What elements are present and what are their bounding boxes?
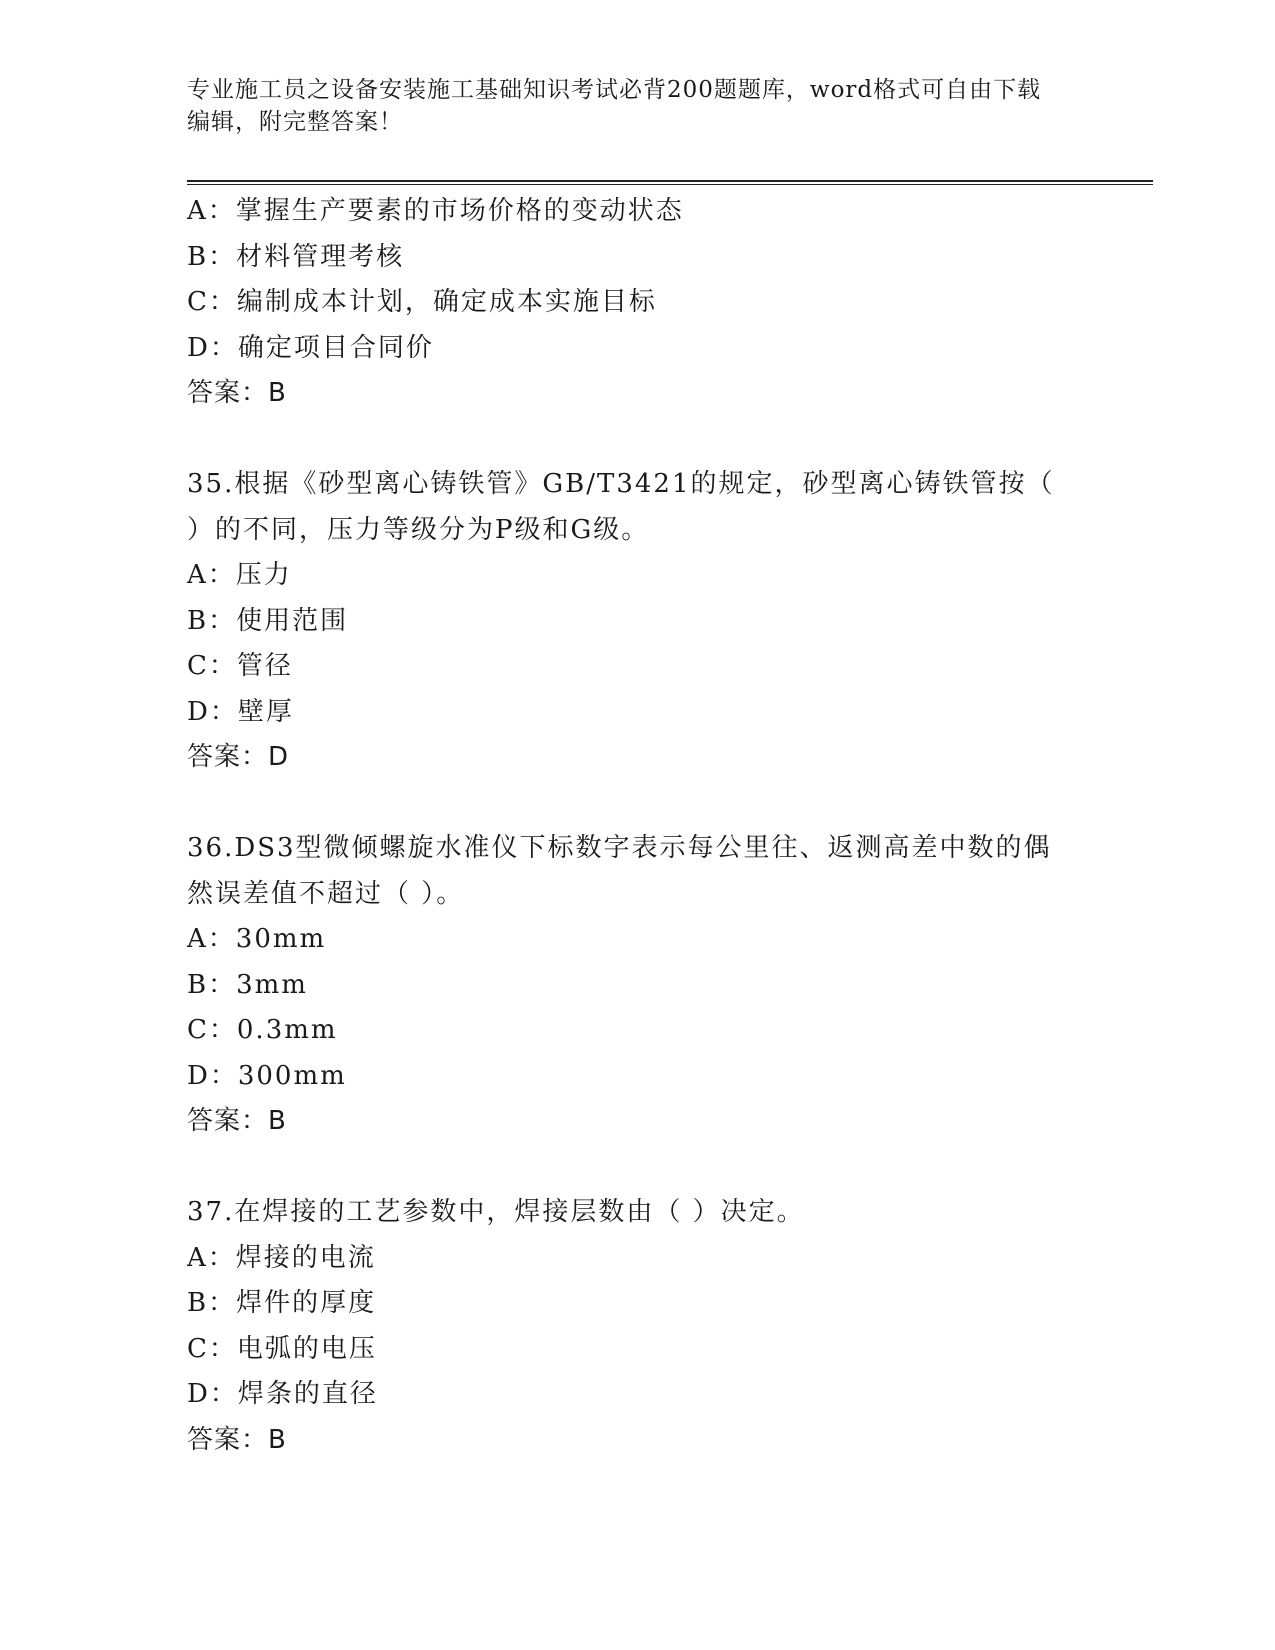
question-stem-line-2: ）的不同，压力等级分为P级和G级。 <box>187 514 650 545</box>
option-c: C：编制成本计划，确定成本实施目标 <box>187 287 657 317</box>
option-c: C：管径 <box>187 651 293 681</box>
answer-line: 答案：B <box>187 1424 287 1455</box>
spacer <box>187 781 1087 827</box>
spacer <box>187 417 1087 463</box>
question-37 <box>187 1190 1087 1463</box>
header-title-line-2: 编辑，附完整答案！ <box>187 109 403 135</box>
option-d: D：焊条的直径 <box>187 1379 378 1409</box>
option-d: D：壁厚 <box>187 696 294 727</box>
answer-line: 答案：B <box>187 1106 287 1136</box>
spacer <box>187 1145 1087 1191</box>
option-b: B：材料管理考核 <box>187 241 405 272</box>
answer-line: 答案：D <box>187 742 290 772</box>
option-b: B：3mm <box>187 969 308 1000</box>
option-a: A：焊接的电流 <box>187 1242 376 1273</box>
header-divider <box>187 180 1153 185</box>
question-stem-line-1: 35.根据《砂型离心铸铁管》GB/T3421的规定，砂型离心铸铁管按（ <box>187 469 1055 499</box>
option-a: A：掌握生产要素的市场价格的变动状态 <box>187 196 684 226</box>
option-a: A：30mm <box>187 924 327 954</box>
option-b: B：使用范围 <box>187 605 349 636</box>
option-b: B：焊件的厚度 <box>187 1288 377 1318</box>
question-36 <box>187 826 1087 1145</box>
option-d: D：确定项目合同价 <box>187 332 434 363</box>
question-list <box>187 189 1087 1463</box>
question-35 <box>187 462 1087 781</box>
option-d: D：300mm <box>187 1060 347 1091</box>
header-title-line-1: 专业施工员之设备安装施工基础知识考试必背200题题库，word格式可自由下载 <box>187 77 1042 103</box>
document-header <box>187 74 1087 138</box>
question-stem-line-2: 然误差值不超过（ ）。 <box>187 878 465 909</box>
option-c: C：电弧的电压 <box>187 1333 377 1364</box>
question-stem-line-1: 36.DS3型微倾螺旋水准仪下标数字表示每公里往、返测高差中数的偶 <box>187 833 1052 863</box>
question-stem-line-1: 37.在焊接的工艺参数中，焊接层数由（ ）决定。 <box>187 1197 805 1227</box>
question-34 <box>187 189 1087 417</box>
option-c: C：0.3mm <box>187 1015 338 1045</box>
option-a: A：压力 <box>187 560 292 590</box>
answer-line: 答案：B <box>187 378 287 408</box>
